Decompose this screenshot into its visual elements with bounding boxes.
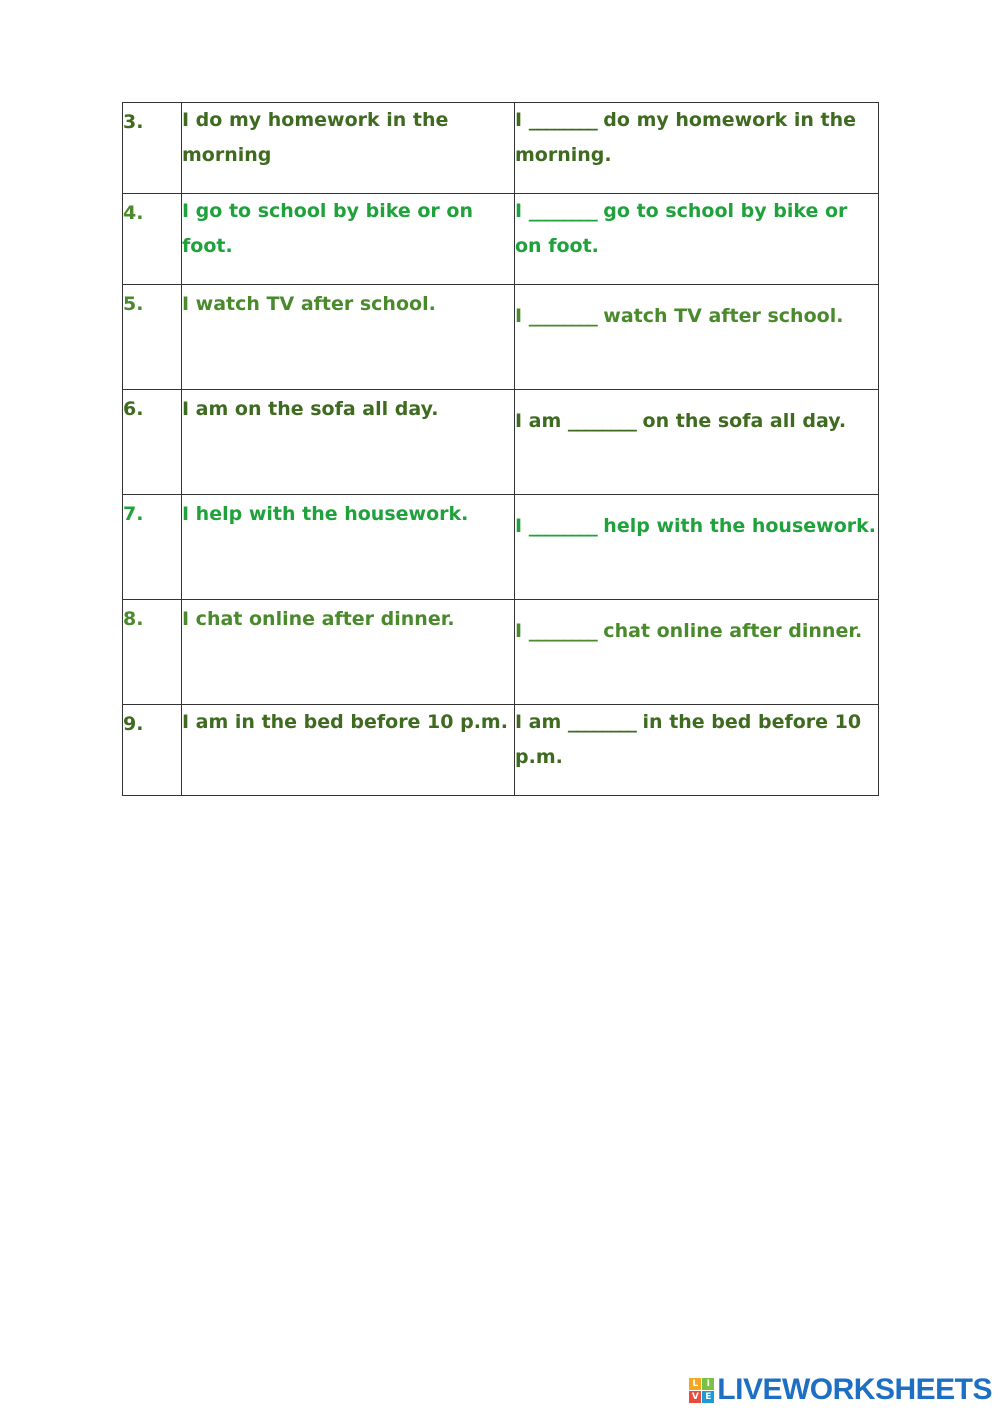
row-number-cell bbox=[123, 495, 182, 600]
gap-sentence: I ________ do my homework in the morning. bbox=[515, 103, 879, 194]
logo-text: LIVEWORKSHEETS bbox=[717, 1373, 992, 1406]
original-sentence: I go to school by bike or on foot. bbox=[182, 194, 515, 285]
original-sentence: I do my homework in the morning bbox=[182, 103, 515, 194]
gap-sentence: I ________ chat online after dinner. bbox=[515, 600, 879, 705]
answer-blank[interactable]: ________ bbox=[528, 305, 597, 327]
worksheet-table bbox=[122, 102, 879, 796]
gap-sentence: I ________ go to school by bike or on foot. bbox=[515, 194, 879, 285]
row-number: 4. bbox=[123, 202, 144, 224]
row-number-cell bbox=[123, 390, 182, 495]
row-number: 3. bbox=[123, 111, 144, 133]
table-row bbox=[123, 390, 879, 495]
row-number: 7. bbox=[123, 503, 144, 525]
table-row bbox=[123, 495, 879, 600]
row-number-cell bbox=[123, 103, 182, 194]
row-number-cell bbox=[123, 194, 182, 285]
row-number-cell bbox=[123, 600, 182, 705]
gap-sentence: I am ________ on the sofa all day. bbox=[515, 390, 879, 495]
gap-sentence: I ________ help with the housework. bbox=[515, 495, 879, 600]
gap-sentence: I am ________ in the bed before 10 p.m. bbox=[515, 705, 879, 796]
row-number-cell bbox=[123, 705, 182, 796]
table-row bbox=[123, 600, 879, 705]
logo-blocks-icon: L I V E bbox=[689, 1378, 714, 1403]
row-number: 9. bbox=[123, 713, 144, 735]
answer-blank[interactable]: ________ bbox=[528, 620, 597, 642]
row-number: 8. bbox=[123, 608, 144, 630]
answer-blank[interactable]: ________ bbox=[528, 200, 597, 222]
original-sentence: I chat online after dinner. bbox=[182, 600, 515, 705]
answer-blank[interactable]: ________ bbox=[528, 109, 597, 131]
table-row bbox=[123, 103, 879, 194]
original-sentence: I watch TV after school. bbox=[182, 285, 515, 390]
table-row bbox=[123, 285, 879, 390]
liveworksheets-logo bbox=[689, 1373, 992, 1407]
row-number: 6. bbox=[123, 398, 144, 420]
original-sentence: I am in the bed before 10 p.m. bbox=[182, 705, 515, 796]
answer-blank[interactable]: ________ bbox=[528, 515, 597, 537]
original-sentence: I help with the housework. bbox=[182, 495, 515, 600]
answer-blank[interactable]: ________ bbox=[567, 410, 636, 432]
gap-sentence: I ________ watch TV after school. bbox=[515, 285, 879, 390]
table-row bbox=[123, 194, 879, 285]
original-sentence: I am on the sofa all day. bbox=[182, 390, 515, 495]
row-number-cell bbox=[123, 285, 182, 390]
answer-blank[interactable]: ________ bbox=[567, 711, 636, 733]
table-row bbox=[123, 705, 879, 796]
row-number: 5. bbox=[123, 293, 144, 315]
